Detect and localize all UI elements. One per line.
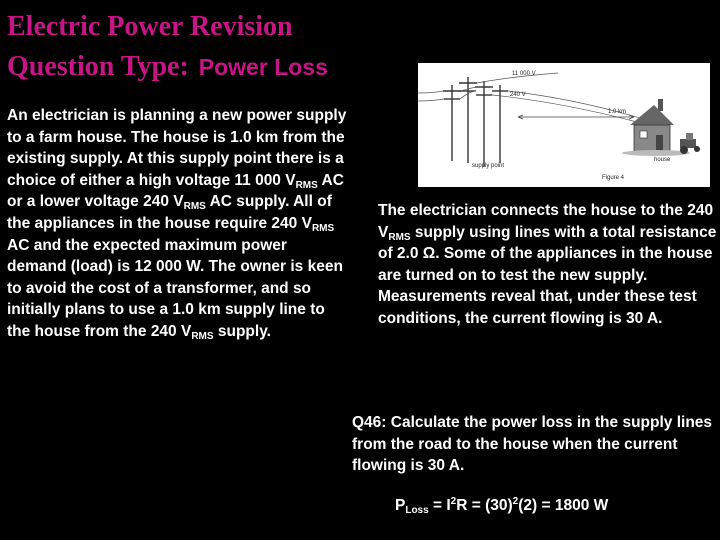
label-240v: 240 V <box>510 92 526 98</box>
supply-diagram <box>418 63 710 187</box>
rms-subscript-2: RMS <box>183 201 206 213</box>
test-line-1: The electrician connects the house to the 240 V <box>378 202 714 241</box>
question-type-label: Question Type: <box>7 51 189 82</box>
test-conditions-paragraph <box>378 200 718 330</box>
scenario-line-2: At this supply point there is a choice of either a high voltage 11 000 V <box>7 150 344 189</box>
figure-caption: Figure 4 <box>602 175 625 181</box>
label-supply-point: supply point <box>472 163 505 169</box>
scenario-line-6: supply. <box>213 322 271 340</box>
rms-subscript-5: RMS <box>388 231 411 243</box>
rms-subscript-3: RMS <box>311 222 335 234</box>
scenario-line-5: AC and the expected maximum power demand (load) is 12 000 W. The owner is keen to avoid the cost of a transformer, and so initially plans to use a 1.0 km supply line to the house from the 240 V <box>7 236 343 340</box>
answer-part-2: R = (30) <box>456 497 513 514</box>
label-house: house <box>654 157 671 163</box>
answer-part-3: (2) = 1800 W <box>518 497 609 514</box>
scenario-line-3: AC or a lower voltage 240 V <box>7 171 344 211</box>
supply-diagram-figure <box>418 63 710 187</box>
question-type-topic: Power Loss <box>198 54 328 80</box>
loss-subscript: Loss <box>405 505 429 516</box>
test-line-2: supply using lines with a total resistance of 2.0 Ω. Some of the appliances in the house are turned on to test the new supply. Measurements reveal that, under these test conditions, the current flowing is 30 A. <box>378 223 717 327</box>
rms-subscript-4: RMS <box>191 330 214 342</box>
question-text: Q46: Calculate the power loss in the supply lines from the road to the house when the current flowing is 30 A. <box>352 414 713 475</box>
label-11kv: 11 000 V <box>512 71 536 77</box>
question-type-heading <box>7 50 328 84</box>
slide-title: Electric Power Revision <box>7 11 293 42</box>
answer-equation <box>395 495 715 517</box>
squared-superscript-2: 2 <box>512 496 519 507</box>
answer-part-1: = I <box>428 497 451 514</box>
label-distance: 1.0 km <box>608 109 627 115</box>
rms-subscript-1: RMS <box>295 179 318 191</box>
squared-superscript-1: 2 <box>450 496 457 507</box>
scenario-paragraph <box>7 105 347 343</box>
answer-symbol: P <box>395 497 406 514</box>
scenario-line-4: AC supply. All of the appliances in the house require 240 V <box>7 193 332 232</box>
scenario-line-1: An electrician is planning a new power supply to a farm house. The house is 1.0 km from the existing supply. <box>7 107 347 168</box>
